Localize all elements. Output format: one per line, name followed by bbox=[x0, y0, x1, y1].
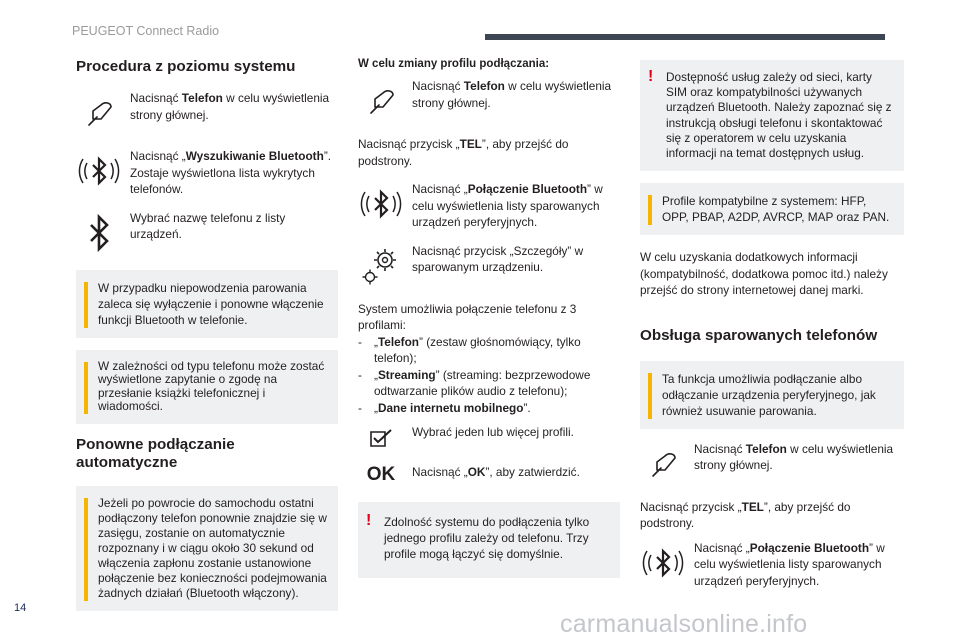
section-heading-auto-reconnect: Ponowne podłączanie automatyczne bbox=[76, 435, 235, 471]
warning-note: ! Zdolność systemu do podłączenia tylko jednego profilu zależy od telefonu. Trzy profile mogą łączyć się domyślnie. bbox=[358, 502, 620, 578]
info-marker-icon bbox=[648, 195, 652, 225]
column-right bbox=[640, 52, 904, 601]
section-heading-system-procedure: Procedura z poziomu systemu bbox=[76, 58, 296, 75]
info-note: W przypadku niepowodzenia parowania zaleca się wyłączenie i ponowne włączenie funkcji Bluetooth w telefonie. bbox=[76, 270, 338, 338]
info-marker-icon bbox=[84, 498, 88, 601]
info-note: W zależności od typu telefonu może zostać wyświetlone zapytanie o zgodę na przesłanie książki telefonicznej i wiadomości. bbox=[76, 350, 338, 424]
warning-icon: ! bbox=[366, 512, 372, 529]
paragraph: Nacisnąć przycisk „TEL”, aby przejść do podstrony. bbox=[640, 499, 851, 531]
warning-icon: ! bbox=[648, 68, 654, 85]
list-item: - „Dane internetu mobilnego”. bbox=[358, 400, 620, 417]
step-press-phone: Nacisnąć Telefon w celu wyświetlenia strony głównej. bbox=[640, 441, 904, 487]
bluetooth-search-icon bbox=[358, 181, 404, 227]
checkbox-icon bbox=[358, 424, 404, 454]
step-details: Nacisnąć przycisk „Szczegóły” w sparowanym urządzeniu. bbox=[358, 243, 620, 289]
step-press-phone: Nacisnąć Telefon w celu wyświetlenia strony głównej. bbox=[358, 78, 620, 124]
step-press-phone: Nacisnąć Telefon w celu wyświetlenia strony głównej. bbox=[76, 90, 338, 136]
tap-icon bbox=[640, 441, 686, 487]
page-number: 14 bbox=[14, 602, 27, 614]
warning-note: ! Dostępność usług zależy od sieci, karty SIM oraz kompatybilności używanych urządzeń Bluetooth. Należy zapoznać się z instrukcją obsługi telefonu i skontaktować się z operatorem w celu uzyskania informacji na temat dostępnych usług. bbox=[640, 60, 904, 171]
bluetooth-search-icon bbox=[640, 540, 686, 586]
paragraph: System umożliwia połączenie telefonu z 3 profilami: bbox=[358, 301, 577, 332]
profile-list bbox=[358, 334, 620, 417]
watermark: carmanualsonline.info bbox=[560, 610, 808, 638]
info-note: Jeżeli po powrocie do samochodu ostatni podłączony telefon ponownie znajdzie się w zasięgu, zostanie on automatycznie rozpoznany i w ciągu około 30 sekund od włączenia zapłonu zostanie ustanowione połączenie bez konieczności podejmowania żadnych działań (Bluetooth włączony). bbox=[76, 486, 338, 611]
step-select-phone: Wybrać nazwę telefonu z listy urządzeń. bbox=[76, 210, 338, 256]
step-select-profiles: Wybrać jeden lub więcej profili. bbox=[358, 424, 620, 454]
subheading-change-profile: W celu zmiany profilu podłączania: bbox=[358, 58, 550, 70]
step-bluetooth-search: Nacisnąć „Wyszukiwanie Bluetooth”. Zostaje wyświetlona lista wykrytych telefonów. bbox=[76, 148, 338, 198]
step-bluetooth-connection: Nacisnąć „Połączenie Bluetooth” w celu wyświetlenia listy sparowanych urządzeń peryferyjnych. bbox=[358, 181, 620, 231]
column-left bbox=[76, 52, 338, 623]
step-ok: OK Nacisnąć „OK”, aby zatwierdzić. bbox=[358, 460, 620, 490]
info-note: Profile kompatybilne z systemem: HFP, OPP, PBAP, A2DP, AVRCP, MAP oraz PAN. bbox=[640, 183, 904, 235]
tap-icon bbox=[358, 78, 404, 124]
bluetooth-search-icon bbox=[76, 148, 122, 194]
tap-icon bbox=[76, 90, 122, 136]
list-item: - „Telefon” (zestaw głośnomówiący, tylko telefon); bbox=[358, 334, 620, 367]
running-header: PEUGEOT Connect Radio bbox=[72, 24, 220, 38]
info-marker-icon bbox=[648, 373, 652, 419]
list-item: - „Streaming” (streaming: bezprzewodowe odtwarzanie plików audio z telefonu); bbox=[358, 367, 620, 400]
step-bluetooth-connection: Nacisnąć „Połączenie Bluetooth” w celu wyświetlenia listy sparowanych urządzeń peryferyjnych. bbox=[640, 540, 904, 590]
section-heading-paired-phones: Obsługa sparowanych telefonów bbox=[640, 326, 878, 344]
column-middle bbox=[358, 52, 620, 590]
ok-icon: OK bbox=[366, 464, 396, 485]
paragraph: Nacisnąć przycisk „TEL”, aby przejść do podstrony. bbox=[358, 137, 569, 168]
paragraph: W celu uzyskania dodatkowych informacji (kompatybilność, dodatkowa pomoc itd.) należy przejść do strony internetowej danej marki. bbox=[640, 250, 888, 298]
bluetooth-icon bbox=[76, 210, 122, 256]
gears-icon bbox=[358, 243, 404, 289]
header-bar bbox=[485, 34, 885, 40]
info-marker-icon bbox=[84, 282, 88, 328]
info-note: Ta funkcja umożliwia podłączanie albo odłączanie urządzenia peryferyjnego, jak również usuwanie parowania. bbox=[640, 361, 904, 429]
info-marker-icon bbox=[84, 362, 88, 414]
